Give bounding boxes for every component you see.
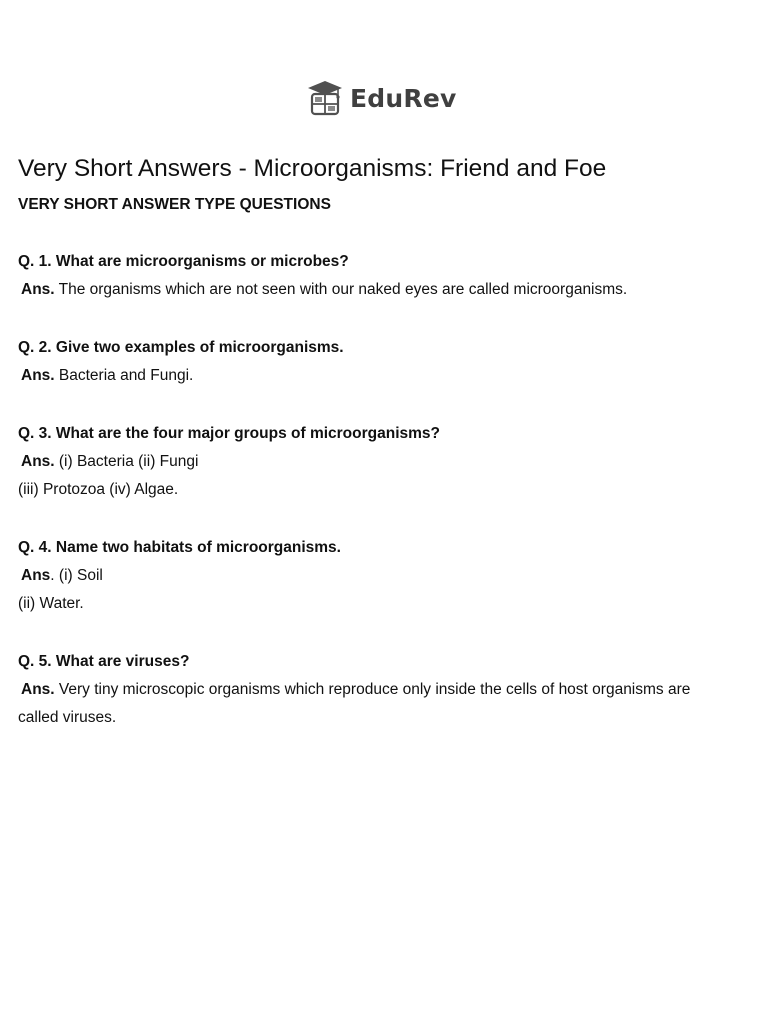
answer-5 <box>18 676 748 732</box>
qa-item-2 <box>18 334 748 390</box>
answer-3-line-2: (iii) Protozoa (iv) Algae. <box>18 481 179 498</box>
answer-2-text: Bacteria and Fungi. <box>54 367 194 384</box>
document-body <box>18 152 748 732</box>
answer-5-text: Very tiny microscopic organisms which reproduce only inside the cells of host organisms are <box>54 681 691 698</box>
graduation-cap-icon <box>306 79 344 117</box>
answer-5-line-1 <box>18 676 748 704</box>
answer-label: Ans. <box>21 367 55 384</box>
answer-4-line-1 <box>18 562 748 590</box>
answer-1-line-1 <box>18 276 748 304</box>
question-4: Q. 4. Name two habitats of microorganisms. <box>18 539 341 556</box>
answer-label: Ans. <box>21 281 55 298</box>
answer-1 <box>18 276 748 304</box>
answer-5-line-2: called viruses. <box>18 709 117 726</box>
qa-item-4 <box>18 534 748 618</box>
question-5: Q. 5. What are viruses? <box>18 653 190 670</box>
answer-4-text: . (i) Soil <box>50 567 103 584</box>
edurev-logo[interactable] <box>306 78 456 118</box>
answer-4 <box>18 562 748 618</box>
question-1: Q. 1. What are microorganisms or microbes? <box>18 253 349 270</box>
answer-4-line-2: (ii) Water. <box>18 595 84 612</box>
answer-label: Ans <box>21 567 51 584</box>
qa-item-5 <box>18 648 748 732</box>
answer-3 <box>18 448 748 504</box>
question-2: Q. 2. Give two examples of microorganisms. <box>18 339 344 356</box>
page-title: Very Short Answers - Microorganisms: Friend and Foe <box>18 155 607 182</box>
logo-text: EduRev <box>350 83 457 113</box>
answer-label: Ans. <box>21 681 55 698</box>
answer-label: Ans. <box>21 453 55 470</box>
answer-2 <box>18 362 748 390</box>
section-heading: VERY SHORT ANSWER TYPE QUESTIONS <box>18 196 331 213</box>
answer-3-line-1 <box>18 448 748 476</box>
qa-item-1 <box>18 248 748 304</box>
answer-2-line-1 <box>18 362 748 390</box>
question-3: Q. 3. What are the four major groups of microorganisms? <box>18 425 441 442</box>
answer-3-text: (i) Bacteria (ii) Fungi <box>54 453 199 470</box>
qa-item-3 <box>18 420 748 504</box>
answer-1-text: The organisms which are not seen with our naked eyes are called microorganisms. <box>54 281 628 298</box>
